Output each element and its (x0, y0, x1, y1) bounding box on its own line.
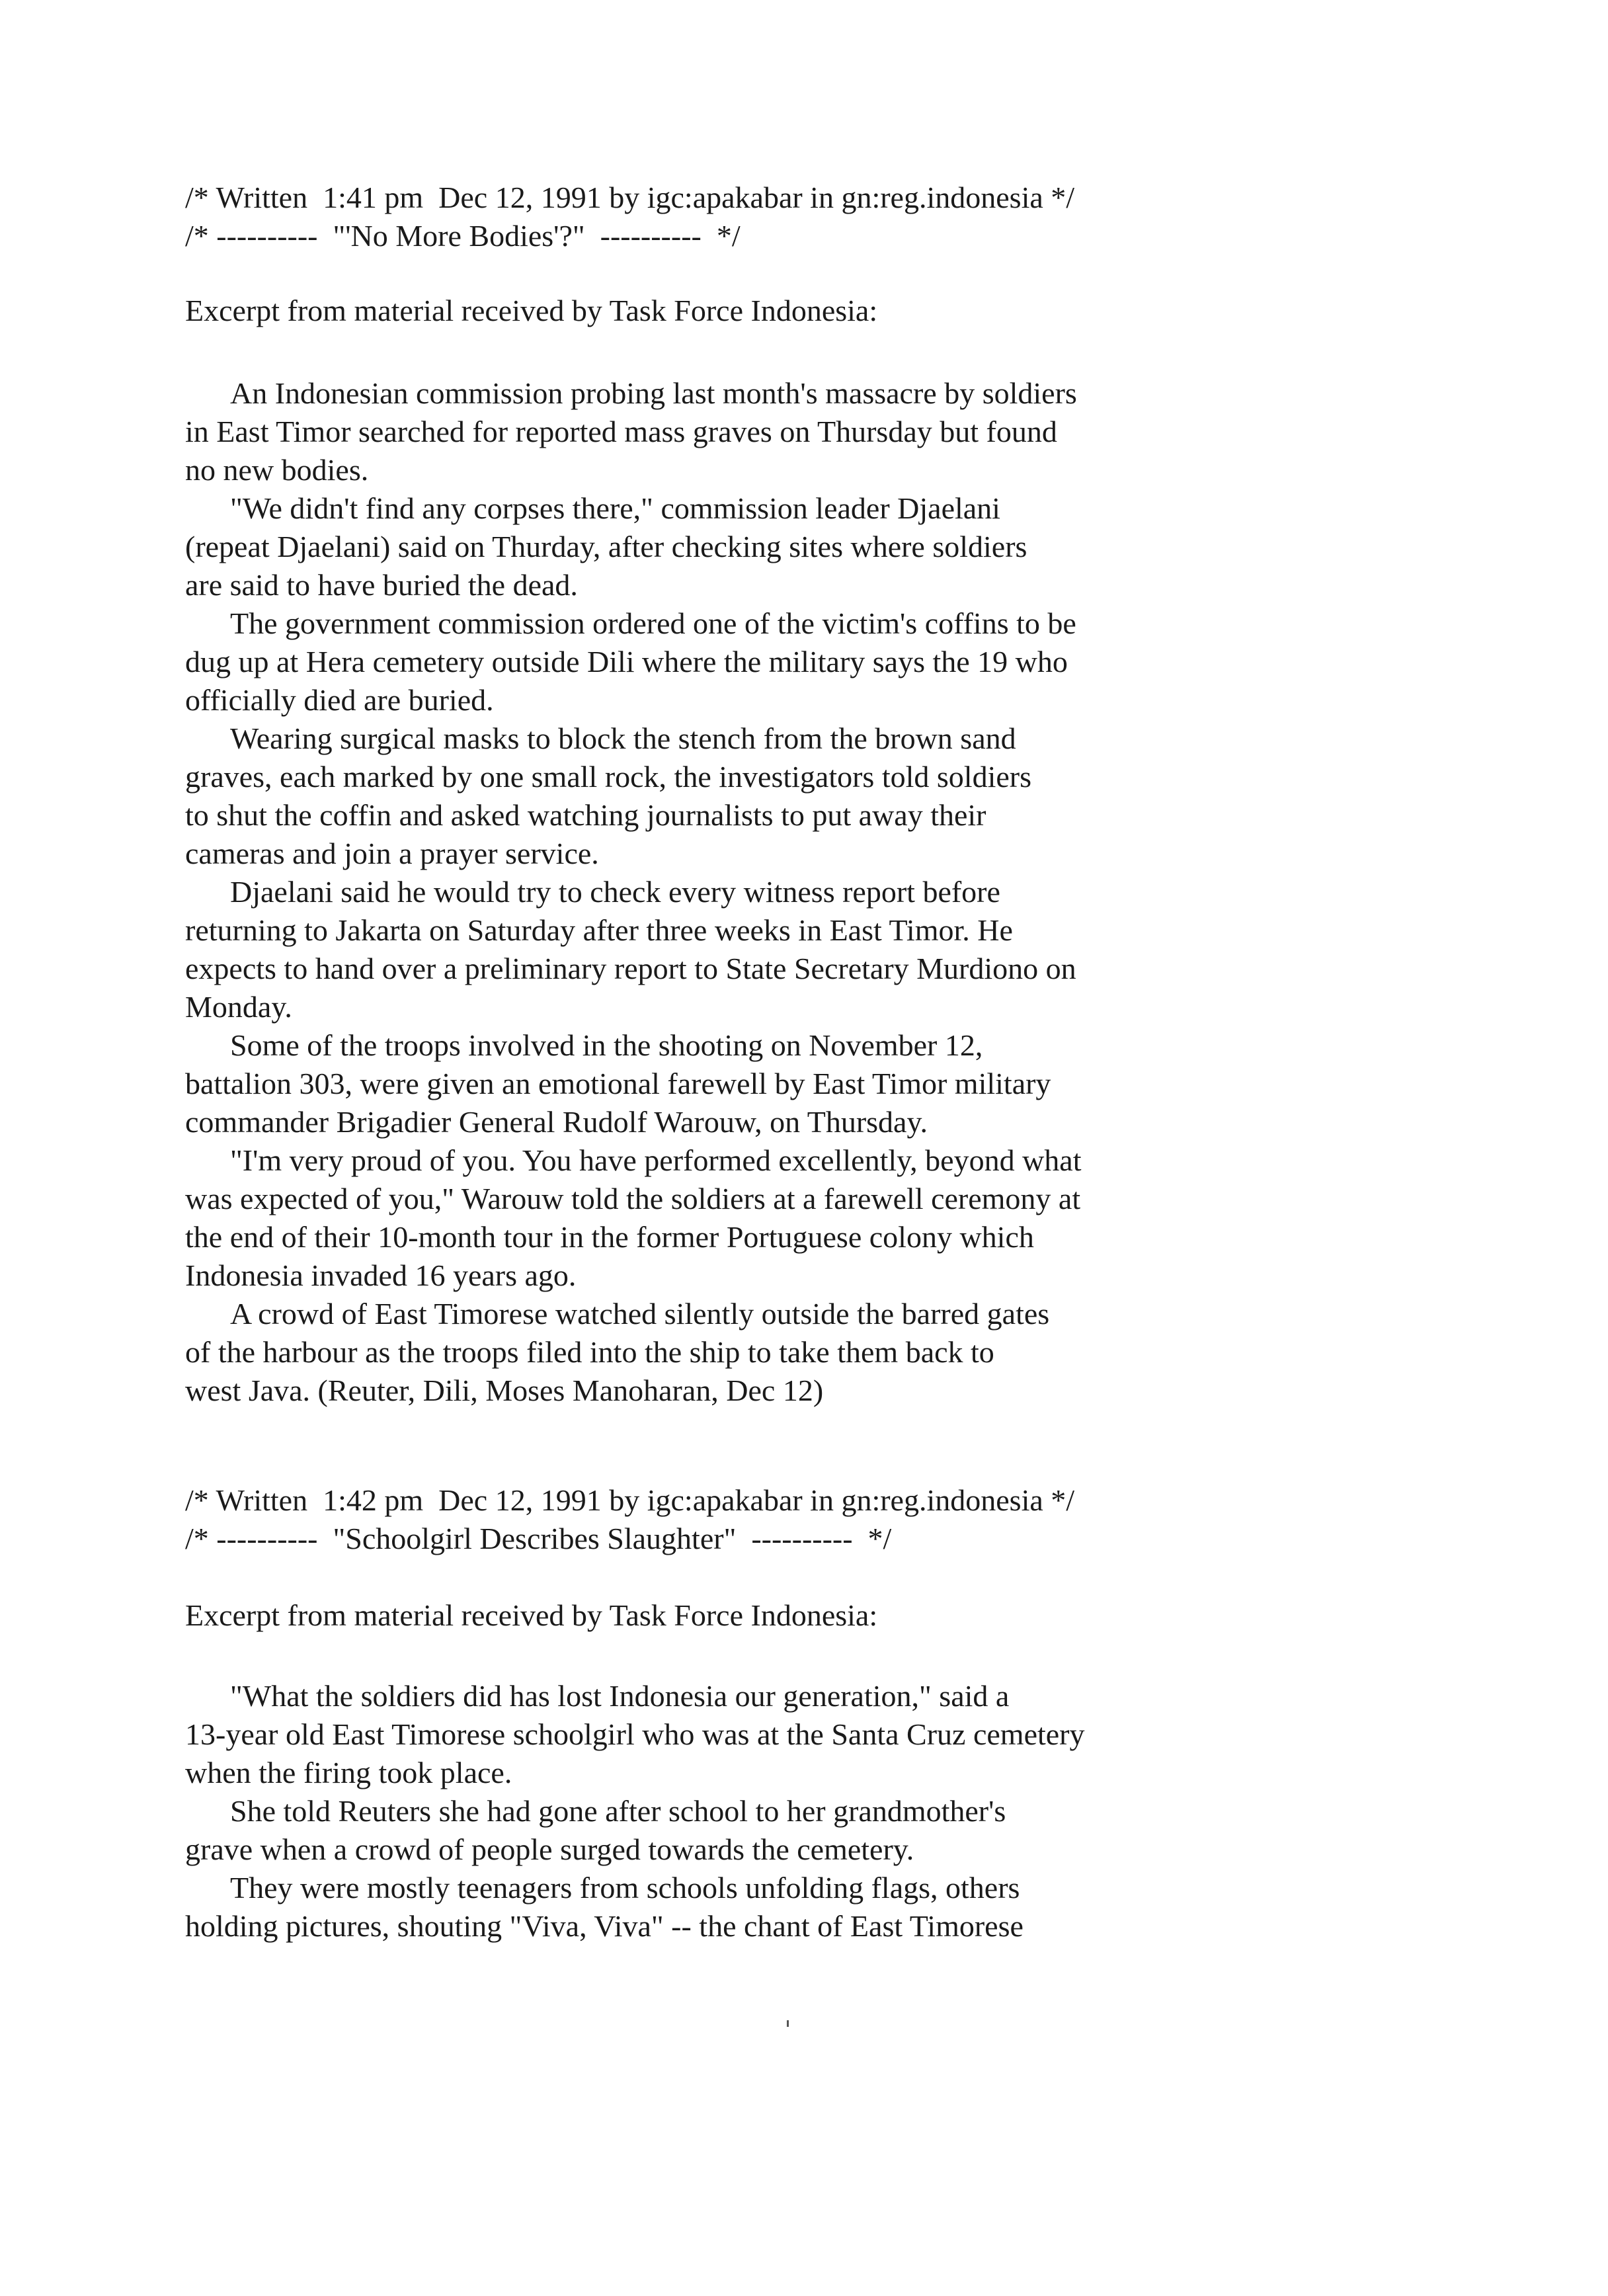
article2-header-line2: /* ---------- "Schoolgirl Describes Slaughter" ---------- */ (185, 1522, 892, 1555)
article1-header (185, 179, 1441, 255)
article1-line: The government commission ordered one of the victim's coffins to be (230, 606, 1076, 640)
article1-header-line1: /* Written 1:41 pm Dec 12, 1991 by igc:apakabar in gn:reg.indonesia */ (185, 181, 1075, 214)
article2-excerpt-note (185, 1596, 1441, 1635)
article1-line: graves, each marked by one small rock, the investigators told soldiers (185, 760, 1031, 794)
article2-line: grave when a crowd of people surged towards the cemetery. (185, 1832, 914, 1866)
article2-line: She told Reuters she had gone after school to her grandmother's (230, 1794, 1006, 1828)
article1-excerpt-note (185, 292, 1441, 330)
article1-line: of the harbour as the troops filed into the ship to take them back to (185, 1335, 994, 1369)
article1-line: to shut the coffin and asked watching journalists to put away their (185, 798, 986, 832)
article1-line: An Indonesian commission probing last month's massacre by soldiers (230, 376, 1077, 410)
article2-line: when the firing took place. (185, 1756, 512, 1789)
article1-line: dug up at Hera cemetery outside Dili where the military says the 19 who (185, 645, 1068, 678)
article1-line: the end of their 10-month tour in the former Portuguese colony which (185, 1220, 1034, 1254)
article1-line: A crowd of East Timorese watched silently outside the barred gates (230, 1297, 1050, 1331)
article2-line: 13-year old East Timorese schoolgirl who was at the Santa Cruz cemetery (185, 1717, 1085, 1751)
article1-line: "I'm very proud of you. You have performed excellently, beyond what (230, 1143, 1082, 1177)
article1-excerpt: Excerpt from material received by Task Force Indonesia: (185, 294, 878, 327)
article1-line: was expected of you," Warouw told the soldiers at a farewell ceremony at (185, 1182, 1081, 1215)
article1-line: cameras and join a prayer service. (185, 837, 599, 870)
article1-line: officially died are buried. (185, 683, 494, 717)
article1-line: "We didn't find any corpses there," commission leader Djaelani (230, 491, 1000, 525)
article1-line: in East Timor searched for reported mass graves on Thursday but found (185, 415, 1057, 448)
article2-header-line1: /* Written 1:42 pm Dec 12, 1991 by igc:apakabar in gn:reg.indonesia */ (185, 1483, 1075, 1517)
article1-line: Wearing surgical masks to block the stench from the brown sand (230, 721, 1016, 755)
article2-line: They were mostly teenagers from schools unfolding flags, others (230, 1871, 1020, 1905)
article1-line: Monday. (185, 990, 292, 1024)
article1-line: expects to hand over a preliminary report to State Secretary Murdiono on (185, 952, 1076, 985)
article1-body (185, 374, 1441, 1410)
article1-line: west Java. (Reuter, Dili, Moses Manoharan, Dec 12) (185, 1374, 824, 1407)
article1-line: are said to have buried the dead. (185, 568, 578, 602)
article1-line: battalion 303, were given an emotional farewell by East Timor military (185, 1067, 1051, 1100)
article2-line: holding pictures, shouting "Viva, Viva" -- the chant of East Timorese (185, 1909, 1024, 1943)
article2-excerpt: Excerpt from material received by Task Force Indonesia: (185, 1598, 878, 1632)
article2-body (185, 1677, 1441, 1946)
article1-line: Indonesia invaded 16 years ago. (185, 1258, 577, 1292)
article1-line: no new bodies. (185, 453, 369, 487)
article1-line: Some of the troops involved in the shooting on November 12, (230, 1028, 983, 1062)
article1-line: returning to Jakarta on Saturday after three weeks in East Timor. He (185, 913, 1013, 947)
article2-header (185, 1481, 1441, 1558)
article1-line: Djaelani said he would try to check every witness report before (230, 875, 1000, 909)
article1-header-line2: /* ---------- "'No More Bodies'?" ---------- */ (185, 219, 741, 253)
article1-line: (repeat Djaelani) said on Thurday, after checking sites where soldiers (185, 530, 1027, 563)
article1-line: commander Brigadier General Rudolf Warouw, on Thursday. (185, 1105, 928, 1139)
article2-line: "What the soldiers did has lost Indonesia our generation," said a (230, 1679, 1010, 1713)
scan-speck (787, 2020, 789, 2027)
